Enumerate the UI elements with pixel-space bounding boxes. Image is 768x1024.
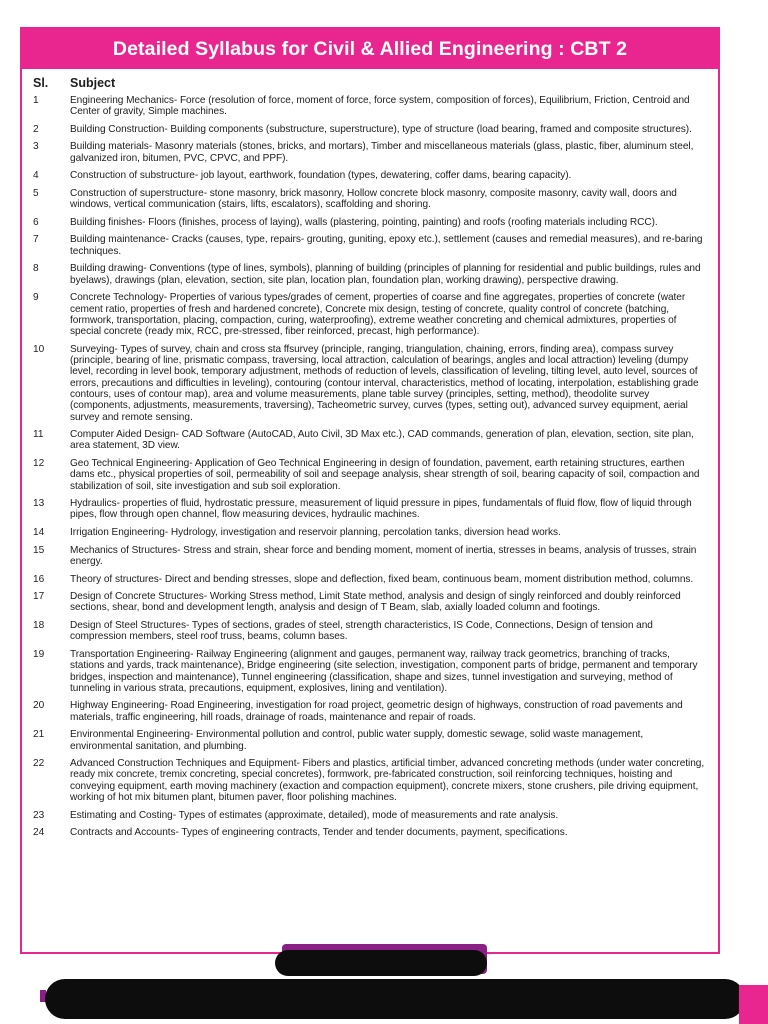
row-subject: Construction of substructure- job layout, earthwork, foundation (types, dewatering, coffer dams, bearing capacity).: [70, 170, 572, 182]
syllabus-row: [33, 810, 706, 821]
syllabus-row: [33, 545, 706, 568]
row-subject: Irrigation Engineering- Hydrology, investigation and reservoir planning, percolation tanks, diversion head works.: [70, 527, 561, 539]
row-subject: Surveying- Types of survey, chain and cross sta ffsurvey (principle, ranging, triangulation, chaining, errors, finding area), compass survey (principle, bearing of line, prismatic compass, traversing, local attraction, calculation of bearings, angles and local attraction) leveling (dumpy level, recording in level book, temporary adjustment, methods of reduction of levels, classification of leveling, tilting level, auto level, sources of errors, precautions and difficulties in leveling), contouring (contour interval, characteristics, method of locating, interpolation, establishing grade contours, uses of contour map), area and volume measurements, plane table survey (principles, setting, method), theodolite survey (components, adjustments, measurements, traversing), Tacheometric survey, curves (types, setting out), advanced survey equipment, aerial survey and remote sensing.: [70, 343, 699, 423]
row-number: 22: [33, 758, 45, 770]
row-subject: Building finishes- Floors (finishes, process of laying), walls (plastering, pointing, painting) and roofs (roofing materials including RCC).: [70, 216, 658, 228]
syllabus-row: [33, 591, 706, 614]
syllabus-row: [33, 141, 706, 164]
row-subject: Transportation Engineering- Railway Engineering (alignment and gauges, permanent way, railway track geometrics, branching of tracks, stations and yards, track maintenance), Bridge engineering (site selection, investigation, component parts of bridge, permanent and temporary bridges, inspection and maintenance), Tunnel engineering (classification, shape and sizes, tunnel investigation and surveying, method of tunneling in various strata, precautions, equipment, explosives, lining and ventilation).: [70, 648, 698, 694]
column-header-sl: Sl.: [33, 76, 49, 90]
syllabus-row: [33, 429, 706, 452]
syllabus-row: [33, 170, 706, 181]
page-title: Detailed Syllabus for Civil & Allied Engineering : CBT 2: [22, 29, 718, 69]
row-number: 21: [33, 729, 45, 741]
row-subject: Contracts and Accounts- Types of engineering contracts, Tender and tender documents, payment, specifications.: [70, 827, 568, 839]
redaction-bar-top: [275, 950, 487, 976]
row-subject: Geo Technical Engineering- Application of Geo Technical Engineering in design of foundation, pavement, earth retaining structures, earthen dams etc., physical properties of soil, permeability of soil and seepage analysis, shear strength of soil, bearing capacity of soil, compaction and stabilization of soil, site investigation and sub soil exploration.: [70, 457, 700, 492]
syllabus-row: [33, 188, 706, 211]
row-number: 13: [33, 498, 45, 510]
row-number: 24: [33, 827, 45, 839]
row-subject: Design of Steel Structures- Types of sections, grades of steel, strength characteristics, IS Code, Connections, Design of tension and compression members, steel roof truss, beams, column bases.: [70, 620, 653, 643]
row-number: 23: [33, 809, 45, 821]
syllabus-row: [33, 234, 706, 257]
row-number: 3: [33, 141, 39, 153]
syllabus-row: [33, 498, 706, 521]
row-subject: Building materials- Masonry materials (stones, bricks, and mortars), Timber and miscellaneous materials (glass, plastic, fiber, aluminum steel, galvanized iron, bitumen, PVC, CPVC, and PPF).: [70, 141, 694, 164]
syllabus-row: [33, 649, 706, 694]
row-subject: Construction of superstructure- stone masonry, brick masonry, Hollow concrete block masonry, composite masonry, cavity wall, doors and windows, vertical communication (stairs, lifts, escalators), scaffolding and shoring.: [70, 187, 677, 211]
row-subject: Engineering Mechanics- Force (resolution of force, moment of force, force system, composition of forces), Equilibrium, Friction, Centroid and Center of gravity, Simple machines.: [70, 95, 690, 118]
syllabus-row: [33, 292, 706, 337]
row-subject: Building Construction- Building components (substructure, superstructure), type of structure (load bearing, framed and composite structures).: [70, 123, 692, 135]
row-number: 16: [33, 573, 45, 585]
row-number: 20: [33, 700, 45, 712]
syllabus-list: [33, 95, 706, 845]
column-header-subject: Subject: [70, 76, 116, 90]
row-number: 18: [33, 620, 45, 632]
row-number: 17: [33, 591, 45, 603]
row-number: 11: [33, 429, 44, 441]
syllabus-row: [33, 620, 706, 643]
row-subject: Estimating and Costing- Types of estimates (approximate, detailed), mode of measurements and rate analysis.: [70, 809, 559, 821]
row-number: 14: [33, 527, 45, 539]
row-subject: Advanced Construction Techniques and Equipment- Fibers and plastics, artificial timber, advanced concreting methods (under water concreting, ready mix concrete, tremix concreting, special concretes), formwork, pre-fabricated construction, soil reinforcing techniques, hoisting and conveying equipment, earth moving machinery (exaction and compaction equipment), concrete mixers, stone crushers, pile driving equipment, working of hot mix bitumen plant, bitumen paver, floor polishing machines.: [70, 758, 705, 804]
row-subject: Hydraulics- properties of fluid, hydrostatic pressure, measurement of liquid pressure in pipes, fundamentals of fluid flow, flow of liquid through pipes, flow through open channel, flow measuring devices, hydraulic machines.: [70, 498, 692, 521]
syllabus-row: [33, 758, 706, 803]
row-number: 1: [33, 95, 39, 106]
row-number: 9: [33, 292, 39, 304]
syllabus-frame: [20, 27, 720, 954]
syllabus-row: [33, 95, 706, 118]
row-subject: Building drawing- Conventions (type of lines, symbols), planning of building (principles of planning for residential and public buildings, rules and byelaws), drawings (plan, elevation, section, site plan, location plan, foundation plan, working drawing), perspective drawing.: [70, 263, 701, 286]
syllabus-row: [33, 574, 706, 585]
row-subject: Computer Aided Design- CAD Software (AutoCAD, Auto Civil, 3D Max etc.), CAD commands, generation of plan, elevation, section, site plan, area statement, 3D view.: [70, 429, 694, 452]
syllabus-row: [33, 700, 706, 723]
row-number: 10: [33, 343, 45, 355]
syllabus-row: [33, 827, 706, 838]
row-subject: Environmental Engineering- Environmental pollution and control, public water supply, domestic sewage, solid waste management, environmental sanitation, and plumbing.: [70, 729, 644, 752]
syllabus-row: [33, 263, 706, 286]
redaction-bar-footer: [45, 979, 745, 1019]
row-number: 19: [33, 648, 45, 660]
syllabus-row: [33, 458, 706, 492]
syllabus-row: [33, 217, 706, 228]
row-subject: Concrete Technology- Properties of various types/grades of cement, properties of coarse and fine aggregates, properties of concrete (water cement ratio, properties of fresh and hardened concrete), Concrete mix design, testing of concrete, quality control of concrete (batching, formwork, transportation, placing, compaction, curing, waterproofing), extreme weather concreting and chemical admixtures, properties of special concrete (ready mix, RCC, pre-stressed, fiber reinforced, precast, high performance).: [70, 292, 686, 338]
syllabus-row: [33, 729, 706, 752]
row-number: 2: [33, 123, 39, 135]
row-subject: Mechanics of Structures- Stress and strain, shear force and bending moment, moment of inertia, stresses in beams, analysis of trusses, strain energy.: [70, 544, 697, 567]
syllabus-row: [33, 344, 706, 423]
row-number: 5: [33, 187, 39, 199]
page-corner-tab: [739, 985, 768, 1024]
row-subject: Building maintenance- Cracks (causes, type, repairs- grouting, guniting, epoxy etc.), settlement (causes and remedial measures), and re-baring techniques.: [70, 234, 703, 257]
row-number: 15: [33, 544, 45, 556]
row-subject: Design of Concrete Structures- Working Stress method, Limit State method, analysis and design of singly reinforced and doubly reinforced sections, shear, bond and development length, analysis and design of T Beam, slab, axially loaded column and footings.: [70, 591, 681, 614]
row-subject: Highway Engineering- Road Engineering, investigation for road project, geometric design of highways, construction of road pavements and materials, traffic engineering, hill roads, drainage of roads, maintenance and repair of roads.: [70, 700, 683, 723]
row-number: 4: [33, 170, 39, 182]
syllabus-row: [33, 124, 706, 135]
row-number: 6: [33, 216, 39, 228]
row-subject: Theory of structures- Direct and bending stresses, slope and deflection, fixed beam, continuous beam, moment distribution method, columns.: [70, 573, 694, 585]
row-number: 7: [33, 234, 39, 246]
syllabus-row: [33, 527, 706, 538]
row-number: 8: [33, 263, 39, 275]
row-number: 12: [33, 457, 45, 469]
